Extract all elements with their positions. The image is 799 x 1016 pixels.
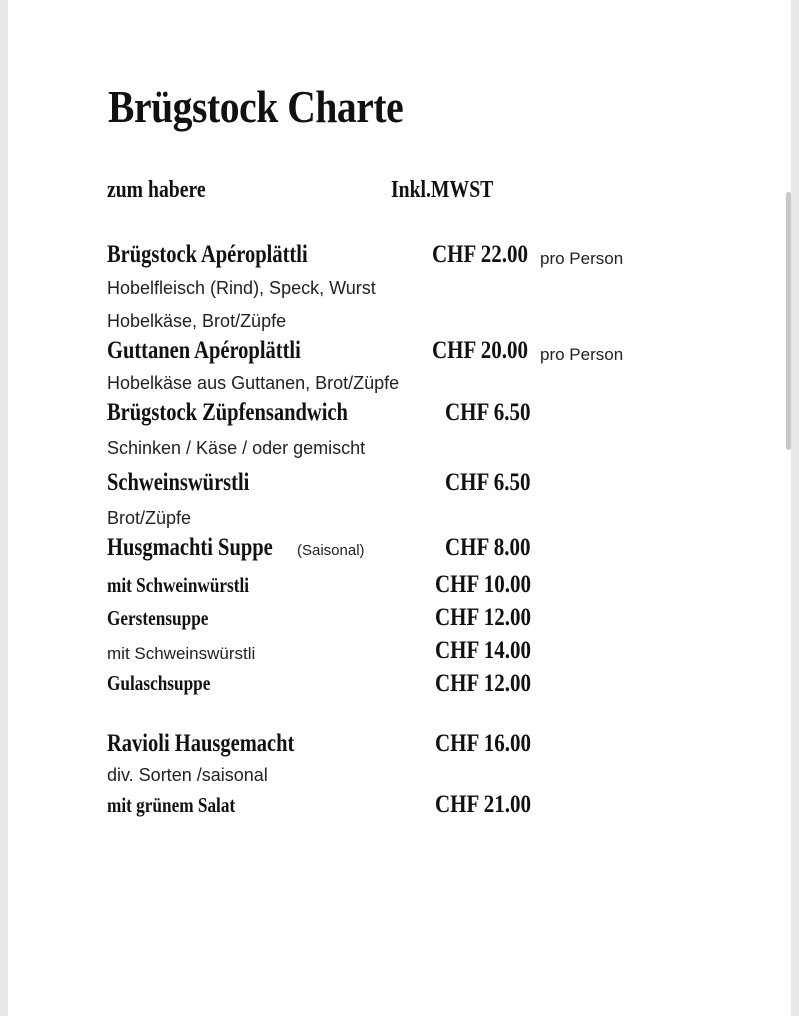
item-name: Gulaschsuppe bbox=[107, 671, 211, 695]
item-name: mit Schweinwürstli bbox=[107, 573, 250, 597]
item-desc: Hobelkäse aus Guttanen, Brot/Züpfe bbox=[107, 373, 400, 393]
header-left: zum habere bbox=[107, 177, 206, 203]
item-name: mit grünem Salat bbox=[107, 793, 236, 817]
item-name: Guttanen Apéroplättli bbox=[107, 337, 301, 364]
item-desc: Hobelkäse, Brot/Züpfe bbox=[107, 311, 287, 331]
item-desc: Schinken / Käse / oder gemischt bbox=[107, 438, 366, 458]
item-price: CHF 16.00 bbox=[435, 730, 532, 757]
item-price: CHF 12.00 bbox=[435, 604, 532, 631]
item-price: CHF 8.00 bbox=[445, 534, 531, 561]
menu-title: Brügstock Charte bbox=[108, 81, 404, 132]
scrollbar[interactable] bbox=[786, 192, 791, 450]
item-price: CHF 6.50 bbox=[445, 469, 531, 496]
item-unit: pro Person bbox=[540, 249, 624, 268]
item-price: CHF 21.00 bbox=[435, 791, 532, 818]
item-name: mit Schweinswürstli bbox=[107, 644, 256, 663]
item-name: Gerstensuppe bbox=[107, 606, 209, 630]
item-name: Ravioli Hausgemacht bbox=[107, 730, 295, 757]
item-desc: Hobelfleisch (Rind), Speck, Wurst bbox=[107, 278, 376, 298]
item-name: Brügstock Apéroplättli bbox=[107, 241, 308, 268]
item-note: (Saisonal) bbox=[297, 542, 365, 559]
item-desc: div. Sorten /saisonal bbox=[107, 765, 268, 785]
item-price: CHF 20.00 bbox=[432, 337, 529, 364]
item-price: CHF 22.00 bbox=[432, 241, 529, 268]
item-price: CHF 14.00 bbox=[435, 637, 532, 664]
item-unit: pro Person bbox=[540, 345, 624, 364]
item-name: Schweinswürstli bbox=[107, 469, 250, 496]
item-desc: Brot/Züpfe bbox=[107, 508, 192, 528]
item-price: CHF 10.00 bbox=[435, 571, 532, 598]
item-price: CHF 6.50 bbox=[445, 399, 531, 426]
item-price: CHF 12.00 bbox=[435, 670, 532, 697]
item-name: Husgmachti Suppe bbox=[107, 534, 273, 561]
item-name: Brügstock Züpfensandwich bbox=[107, 399, 348, 426]
header-right: Inkl.MWST bbox=[391, 177, 494, 203]
